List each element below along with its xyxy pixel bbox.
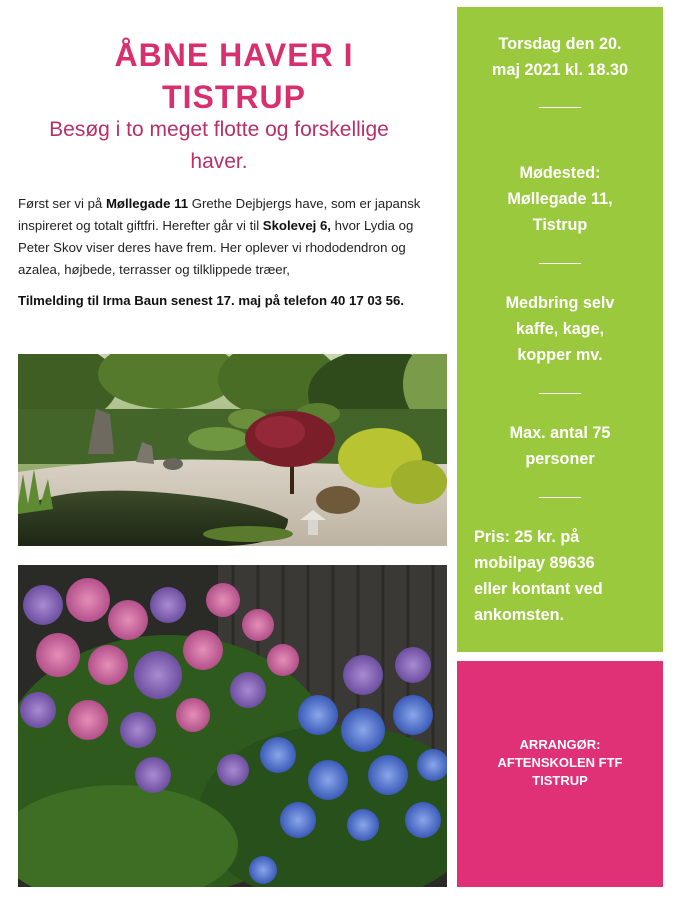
price-line-2: mobilpay 89636 bbox=[474, 554, 595, 572]
bring-info bbox=[457, 290, 663, 368]
date-line-1: Torsdag den 20. bbox=[498, 35, 622, 53]
organizer-line-2: AFTENSKOLEN FTF bbox=[497, 755, 623, 770]
meeting-place bbox=[457, 160, 663, 238]
japanese-garden-photo bbox=[18, 354, 447, 546]
organizer-line-1: ARRANGØR: bbox=[519, 737, 601, 752]
price-info bbox=[474, 524, 654, 628]
hydrangea-photo bbox=[18, 565, 447, 887]
intro-text-2: Grethe Dejbjergs have, som er japansk inspireret og totalt giftfri. Herefter går vi til bbox=[18, 196, 421, 233]
meeting-line-1: Mødested: bbox=[519, 164, 601, 182]
address-moellegade: Møllegade 11 bbox=[105, 196, 189, 211]
subtitle-line-1: Besøg i to meget flotte og forskellige bbox=[49, 118, 389, 141]
signup-info: Tilmelding til Irma Baun senest 17. maj på telefon 40 17 03 56. bbox=[18, 293, 405, 308]
divider bbox=[539, 497, 581, 498]
meeting-line-2: Møllegade 11, bbox=[507, 190, 613, 208]
meeting-line-3: Tistrup bbox=[532, 216, 588, 234]
price-line-4: ankomsten. bbox=[474, 606, 564, 624]
title-line-2: TISTRUP bbox=[162, 79, 306, 115]
divider bbox=[539, 107, 581, 108]
intro-text-3: hvor Lydia og Peter Skov viser deres have frem. Her oplever vi rhododendron og azalea, højbede, terrasser og tilklippede træer, bbox=[18, 218, 414, 277]
intro-text-1: Først ser vi på bbox=[18, 196, 106, 211]
bring-line-3: kopper mv. bbox=[517, 346, 603, 364]
bring-line-2: kaffe, kage, bbox=[515, 320, 605, 338]
bring-line-1: Medbring selv bbox=[505, 294, 615, 312]
price-line-3: eller kontant ved bbox=[474, 580, 603, 598]
divider bbox=[539, 263, 581, 264]
address-skolevej: Skolevej 6, bbox=[262, 218, 331, 233]
intro-paragraph bbox=[18, 193, 446, 281]
max-line-1: Max. antal 75 bbox=[509, 424, 611, 442]
event-date bbox=[457, 31, 663, 83]
organizer-text bbox=[457, 736, 663, 790]
organizer-box bbox=[457, 661, 663, 887]
title-line-1: ÅBNE HAVER I bbox=[114, 37, 354, 73]
event-info-sidebar bbox=[457, 7, 663, 652]
page-subtitle bbox=[30, 114, 408, 178]
divider bbox=[539, 393, 581, 394]
price-line-1: Pris: 25 kr. på bbox=[474, 528, 580, 546]
date-line-2: maj 2021 kl. 18.30 bbox=[492, 61, 628, 79]
max-participants bbox=[457, 420, 663, 472]
subtitle-line-2: haver. bbox=[190, 150, 248, 173]
max-line-2: personer bbox=[525, 450, 595, 468]
page-title bbox=[60, 34, 408, 118]
organizer-line-3: TISTRUP bbox=[532, 773, 588, 788]
